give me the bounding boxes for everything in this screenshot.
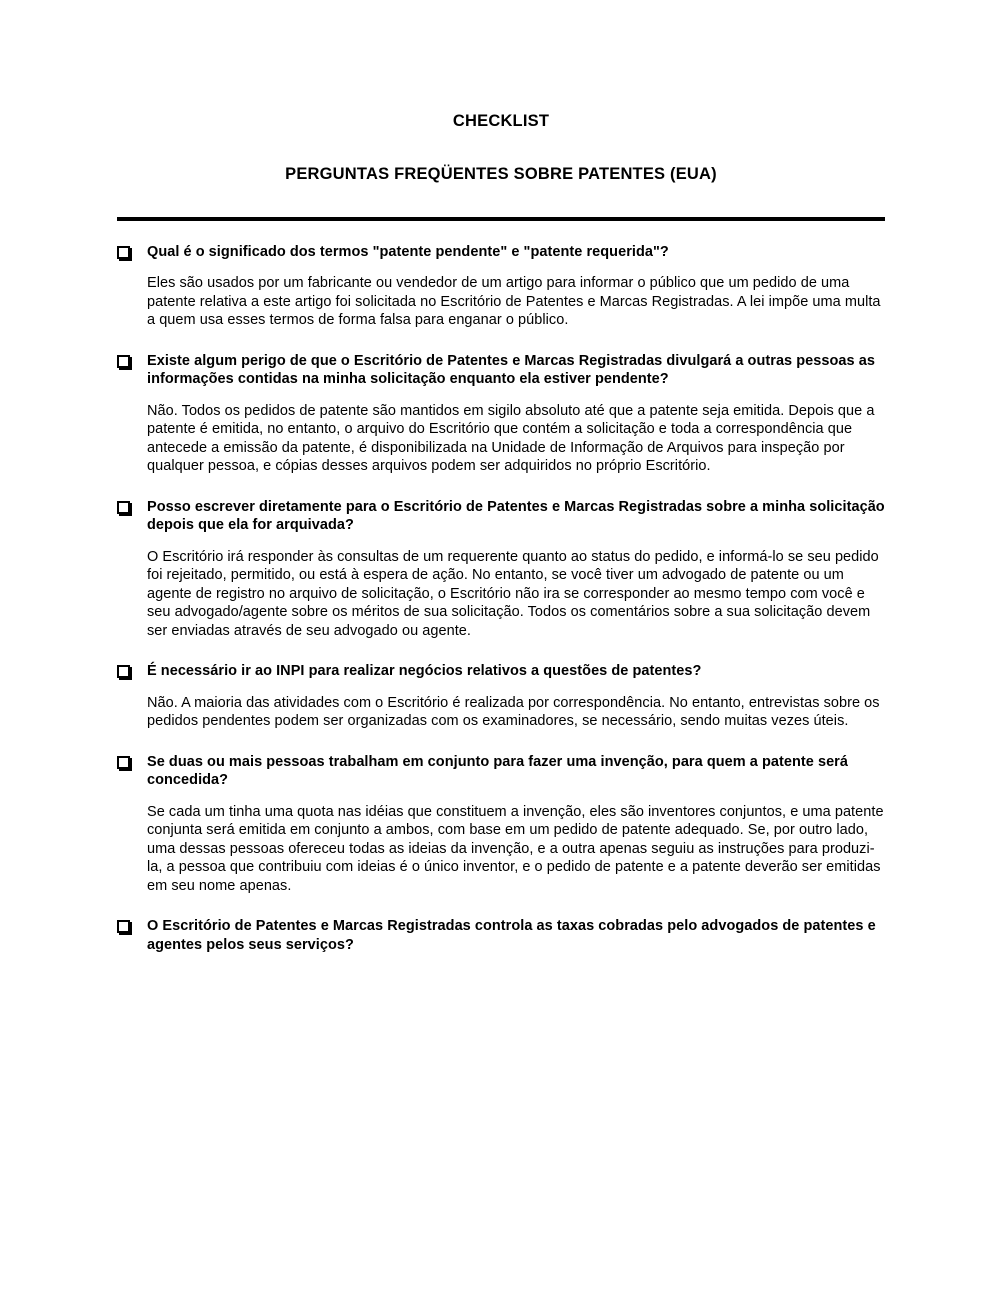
faq-question-row (117, 917, 885, 954)
checkbox-icon (117, 501, 130, 514)
faq-question-row (117, 498, 885, 535)
faq-answer: Não. Todos os pedidos de patente são mantidos em sigilo absoluto até que a patente seja emitida. Depois que a patente é emitida, no entanto, o arquivo do Escritório que contém a solicitação e toda a correspondência que antecede a emissão da patente, é disponibilizada na Unidade de Informação de Arquivos para inspeção por qualquer pessoa, e cópias desses arquivos podem ser adquiridos no próprio Escritório. (147, 402, 875, 475)
faq-item (117, 917, 885, 954)
checkbox-icon (117, 355, 130, 368)
faq-item (117, 498, 885, 641)
document-body (117, 0, 885, 976)
faq-question: O Escritório de Patentes e Marcas Registradas controla as taxas cobradas pelo advogados de patentes e agentes pelos seus serviços? (147, 918, 876, 953)
faq-item (117, 753, 885, 896)
faq-answer: O Escritório irá responder às consultas de um requerente quanto ao status do pedido, e informá-lo se seu pedido foi rejeitado, permitido, ou está à espera de ação. No entanto, se você tiver um advogado de patente ou um agente de registro no arquivo de solicitação, o Escritório não ira se corresponder ao mesmo tempo com você e seu advogado/agente sobre os méritos de sua solicitação. Todos os comentários sobre a sua solicitação devem ser enviadas através de seu advogado ou agente. (147, 548, 879, 639)
checkbox-icon (117, 920, 130, 933)
faq-question-row (117, 753, 885, 790)
faq-item (117, 352, 885, 476)
faq-answer: Não. A maioria das atividades com o Escritório é realizada por correspondência. No entanto, entrevistas sobre os pedidos pendentes podem ser organizadas com os examinadores, se necessário, sendo muitas vezes úteis. (147, 694, 880, 730)
faq-answer: Se cada um tinha uma quota nas idéias que constituem a invenção, eles são inventores conjuntos, e uma patente conjunta será emitida em conjunto a ambos, com base em um pedido de patente adequado. Se, por outro lado, uma dessas pessoas ofereceu todas as ideias da invenção, e a outra apenas seguiu as instruções para produzi-la, a pessoa que contribuiu com ideias é o único inventor, e o pedido de patente e a patente deverão ser emitidas em seu nome apenas. (147, 803, 884, 894)
faq-list (117, 243, 885, 955)
page-subtitle: PERGUNTAS FREQÜENTES SOBRE PATENTES (EUA) (285, 164, 717, 183)
title-block (117, 0, 885, 185)
checkbox-icon (117, 246, 130, 259)
checkbox-icon (117, 756, 130, 769)
page-title: CHECKLIST (452, 112, 550, 130)
faq-item (117, 662, 885, 731)
faq-answer: Eles são usados por um fabricante ou vendedor de um artigo para informar o público que um pedido de uma patente relativa a este artigo foi solicitada no Escritório de Patentes e Marcas Registradas. A lei impõe uma multa a quem usa esses termos de forma falsa para enganar o público. (147, 275, 881, 329)
faq-item (117, 243, 885, 330)
faq-question-row (117, 243, 885, 262)
faq-question-row (117, 662, 885, 681)
faq-question-row (117, 352, 885, 389)
faq-question: Posso escrever diretamente para o Escritório de Patentes e Marcas Registradas sobre a minha solicitação depois que ela for arquivada? (147, 498, 885, 534)
faq-question: É necessário ir ao INPI para realizar negócios relativos a questões de patentes? (147, 663, 702, 680)
header-divider (117, 217, 885, 221)
faq-question: Qual é o significado dos termos "patente pendente" e "patente requerida"? (147, 243, 669, 260)
faq-question: Se duas ou mais pessoas trabalham em conjunto para fazer uma invenção, para quem a patente será concedida? (147, 753, 848, 789)
checkbox-icon (117, 665, 130, 678)
faq-question: Existe algum perigo de que o Escritório de Patentes e Marcas Registradas divulgará a outras pessoas as informações contidas na minha solicitação enquanto ela estiver pendente? (147, 352, 875, 388)
